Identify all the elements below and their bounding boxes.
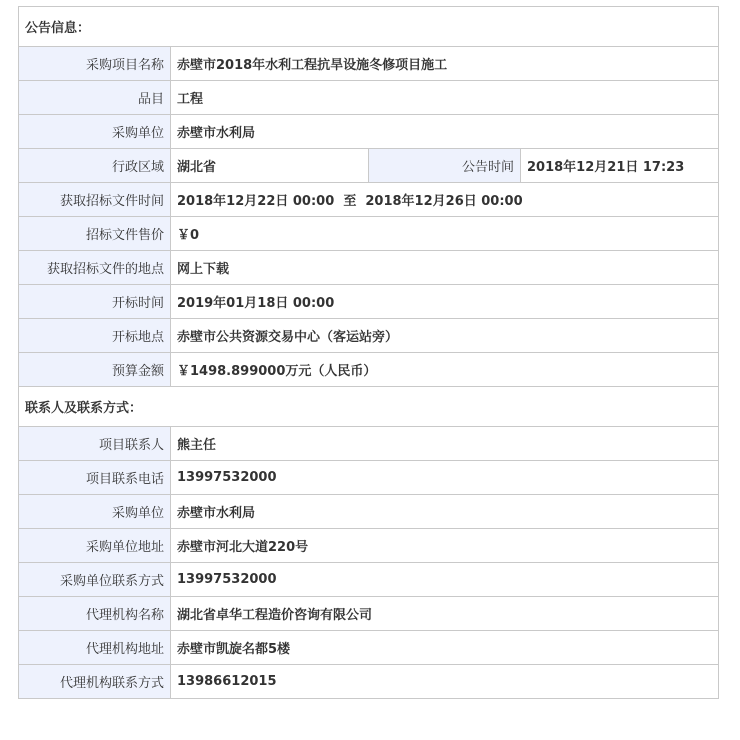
section-title-contacts: 联系人及联系方式：: [19, 387, 719, 427]
doc-price-label: 招标文件售价: [19, 217, 171, 251]
agency-contact-label: 代理机构联系方式: [19, 665, 171, 699]
opening-time-value: 2019年01月18日 00:00: [171, 285, 719, 319]
table-row: [19, 183, 719, 217]
purchaser-address-label: 采购单位地址: [19, 529, 171, 563]
doc-time-value: 2018年12月22日 00:00 至 2018年12月26日 00:00: [171, 183, 719, 217]
project-phone-label: 项目联系电话: [19, 461, 171, 495]
doc-place-label: 获取招标文件的地点: [19, 251, 171, 285]
agency-name-label: 代理机构名称: [19, 597, 171, 631]
project-name-value: 赤壁市2018年水利工程抗旱设施冬修项目施工: [171, 47, 719, 81]
table-row: [19, 149, 719, 183]
contact-purchaser-label: 采购单位: [19, 495, 171, 529]
table-row: [19, 217, 719, 251]
purchaser-value: 赤壁市水利局: [171, 115, 719, 149]
project-contact-value: 熊主任: [171, 427, 719, 461]
section-row-contacts: [19, 387, 719, 427]
section-row-announcement: [19, 7, 719, 47]
table-row: [19, 353, 719, 387]
purchaser-address-value: 赤壁市河北大道220号: [171, 529, 719, 563]
agency-address-value: 赤壁市凯旋名都5楼: [171, 631, 719, 665]
opening-place-label: 开标地点: [19, 319, 171, 353]
publish-time-label: 公告时间: [369, 149, 521, 183]
table-row: [19, 47, 719, 81]
project-phone-value: 13997532000: [171, 461, 719, 495]
table-row: [19, 319, 719, 353]
category-label: 品目: [19, 81, 171, 115]
project-contact-label: 项目联系人: [19, 427, 171, 461]
opening-place-value: 赤壁市公共资源交易中心（客运站旁）: [171, 319, 719, 353]
table-row: [19, 631, 719, 665]
agency-contact-value: 13986612015: [171, 665, 719, 699]
region-label: 行政区域: [19, 149, 171, 183]
contact-purchaser-value: 赤壁市水利局: [171, 495, 719, 529]
doc-price-value: ￥0: [171, 217, 719, 251]
doc-time-label: 获取招标文件时间: [19, 183, 171, 217]
agency-address-label: 代理机构地址: [19, 631, 171, 665]
table-row: [19, 495, 719, 529]
table-row: [19, 285, 719, 319]
agency-name-value: 湖北省卓华工程造价咨询有限公司: [171, 597, 719, 631]
project-name-label: 采购项目名称: [19, 47, 171, 81]
table-row: [19, 529, 719, 563]
region-value: 湖北省: [171, 149, 369, 183]
purchaser-label: 采购单位: [19, 115, 171, 149]
budget-value: ￥1498.899000万元（人民币）: [171, 353, 719, 387]
publish-time-value: 2018年12月21日 17:23: [521, 149, 719, 183]
table-row: [19, 563, 719, 597]
doc-place-value: 网上下载: [171, 251, 719, 285]
table-row: [19, 665, 719, 699]
budget-label: 预算金额: [19, 353, 171, 387]
table-row: [19, 81, 719, 115]
opening-time-label: 开标时间: [19, 285, 171, 319]
table-row: [19, 427, 719, 461]
purchaser-contact-label: 采购单位联系方式: [19, 563, 171, 597]
table-row: [19, 251, 719, 285]
announcement-table: [18, 6, 719, 699]
purchaser-contact-value: 13997532000: [171, 563, 719, 597]
section-title-announcement: 公告信息：: [19, 7, 719, 47]
category-value: 工程: [171, 81, 719, 115]
table-row: [19, 597, 719, 631]
table-row: [19, 115, 719, 149]
table-row: [19, 461, 719, 495]
